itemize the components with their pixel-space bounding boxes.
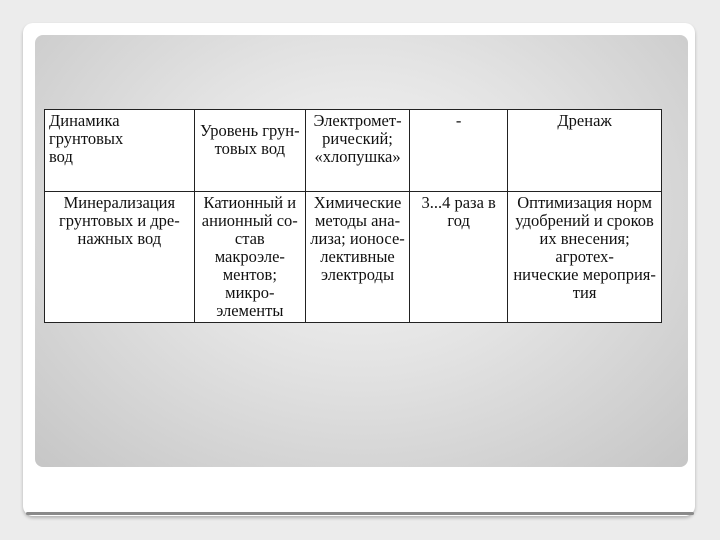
table-cell: Катионный и анионный со- став макроэле- ментов; микро- элементы	[194, 192, 305, 323]
table-cell: Электромет- рический; «хлопушка»	[305, 110, 409, 192]
table-cell: Уровень грун- товых вод	[194, 110, 305, 192]
table-cell: Минерализация грунтовых и дре- нажных вод	[45, 192, 195, 323]
slide-bottom-border	[26, 512, 694, 515]
table-cell: Динамика грунтовых вод	[45, 110, 195, 192]
table-row	[45, 192, 662, 323]
table-cell: Оптимизация норм удобрений и сроков их внесения; агротех- нические мероприя- тия	[508, 192, 662, 323]
table-cell: -	[410, 110, 508, 192]
table-row	[45, 110, 662, 192]
table-cell: Химические методы ана- лиза; ионосе- лективные электроды	[305, 192, 409, 323]
table-cell: Дренаж	[508, 110, 662, 192]
monitoring-table	[44, 109, 662, 323]
table-cell: 3...4 раза в год	[410, 192, 508, 323]
